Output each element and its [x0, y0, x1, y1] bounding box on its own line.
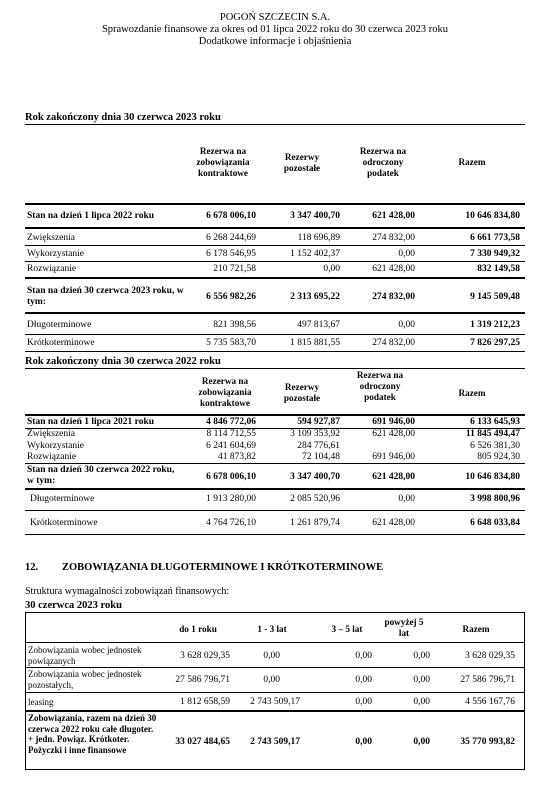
table-cell: 10 646 834,80: [465, 472, 520, 482]
table-cell: 1 815 881,55: [290, 338, 340, 348]
table-cell: 41 873,82: [218, 452, 256, 462]
col-3-5-years: 3 – 5 lat: [331, 624, 363, 634]
table-cell: 0,00: [355, 697, 372, 707]
table-row-label: Zobowiązania wobec jednostek powiązanych: [28, 645, 142, 666]
table-2022-title: Rok zakończony dnia 30 czerwca 2022 roku: [25, 356, 221, 367]
table-cell: 594 927,87: [297, 417, 340, 427]
table-cell: 0,00: [398, 249, 415, 259]
table-cell: 6 133 645,93: [470, 417, 520, 427]
table-cell: 621 428,00: [372, 518, 415, 528]
table-cell: 0,00: [263, 651, 280, 661]
col-contract-reserve: Rezerwa na zobowiązania kontraktowe: [198, 376, 252, 408]
table-cell: 0,00: [263, 675, 280, 685]
section-heading: ZOBOWIĄZANIA DŁUGOTERMINOWE I KRÓTKOTERMINOWE: [62, 562, 384, 573]
table-cell: 1 261 879,74: [290, 518, 340, 528]
table-cell: 6 526 381,30: [470, 441, 520, 451]
col-other-reserves: Rezerwy pozostałe: [283, 152, 321, 173]
table-cell: 3 347 400,70: [290, 472, 340, 482]
table-cell: 0,00: [413, 737, 430, 747]
table-cell: 6 661 773,58: [470, 233, 520, 243]
table-cell: 3 628 029,35: [180, 651, 230, 661]
table-cell: 27 586 796,71: [460, 675, 515, 685]
table-cell: 274 832,00: [372, 338, 415, 348]
table-cell: 621 428,00: [372, 472, 415, 482]
table-cell: 4 846 772,06: [206, 417, 256, 427]
table-cell: 3 109 353,92: [290, 429, 340, 439]
table-cell: 1 812 658,59: [180, 697, 230, 707]
table-row-label: Rozwiązanie: [27, 264, 77, 274]
table-row-label: Stan na dzień 1 lipca 2022 roku: [27, 211, 155, 221]
table-cell: 6 678 006,10: [206, 211, 256, 221]
table-cell: 6 556 982,26: [206, 292, 256, 302]
table-cell: 0,00: [323, 264, 340, 274]
table-cell: 4 764 726,10: [206, 518, 256, 528]
col-total: Razem: [462, 624, 490, 634]
table-cell: 0,00: [413, 675, 430, 685]
table-row-label: Stan na dzień 30 czerwca 2022 roku, w tym:: [27, 465, 175, 486]
table-row-label: leasing: [28, 697, 54, 707]
table-row-label: Stan na dzień 1 lipca 2021 roku: [27, 417, 155, 427]
table-cell: 0,00: [355, 737, 372, 747]
table-cell: 2 743 509,17: [250, 737, 300, 747]
company-name: POGOŃ SZCZECIN S.A.: [219, 12, 331, 23]
table-cell: 0,00: [398, 494, 415, 504]
table-row-label: Wykorzystanie: [27, 249, 84, 259]
col-up-to-1-year: do 1 roku: [179, 624, 217, 634]
section-subtitle: Dodatkowe informacje i objaśnienia: [198, 36, 352, 47]
table-cell: 7 826 297,25: [470, 338, 520, 348]
table-cell: 4 556 167,76: [465, 697, 515, 707]
table-cell: 8 114 712,55: [206, 429, 256, 439]
section-date: 30 czerwca 2023 roku: [25, 600, 122, 611]
table-cell: 0,00: [413, 651, 430, 661]
col-deferred-tax: Rezerwa na odroczony podatek: [356, 370, 404, 402]
table-cell: 10 646 834,80: [465, 211, 520, 221]
table-row-label: Zobowiązania, razem na dzień 30 czerwca 2022 roku całe długoter. + jedn. Powiąz. Krótkoter. Pożyczki i inne finansowe: [28, 713, 157, 755]
table-cell: 3 998 800,96: [470, 494, 520, 504]
table-row-label: Zobowiązania wobec jednostek pozostałych,: [28, 669, 142, 690]
section-number: 12.: [25, 562, 39, 573]
col-total: Razem: [458, 388, 486, 398]
table-cell: 72 104,48: [302, 452, 340, 462]
table-cell: 1 319 212,23: [470, 320, 520, 330]
table-row-label: Zwiększenia: [27, 429, 76, 439]
table-cell: 621 428,00: [372, 264, 415, 274]
table-row-label: Rozwiązanie: [27, 452, 77, 462]
table-row-label: Stan na dzień 30 czerwca 2023 roku, w tym:: [27, 286, 184, 307]
col-over-5-years: powyżej 5 lat: [384, 617, 424, 638]
table-cell: 691 946,00: [372, 452, 415, 462]
table-cell: 1 913 280,00: [206, 494, 256, 504]
table-cell: 0,00: [413, 697, 430, 707]
table-cell: 3 347 400,70: [290, 211, 340, 221]
table-cell: 5 735 583,70: [206, 338, 256, 348]
table-cell: 2 085 520,96: [290, 494, 340, 504]
table-cell: 6 241 604,69: [206, 441, 256, 451]
table-row-label: Wykorzystanie: [27, 441, 84, 451]
table-cell: 2 313 695,22: [290, 292, 340, 302]
table-cell: 210 721,58: [213, 264, 256, 274]
col-1-3-years: 1 - 3 lat: [257, 624, 287, 634]
table-row-label: Długoterminowe: [30, 494, 95, 504]
table-row-label: Krótkoterminowe: [27, 338, 95, 348]
table-row-label: Zwiększenia: [27, 233, 76, 243]
table-cell: 6 648 033,84: [470, 518, 520, 528]
table-cell: 118 696,89: [297, 233, 340, 243]
table-cell: 621 428,00: [372, 429, 415, 439]
table-cell: 821 398,56: [213, 320, 256, 330]
table-cell: 284 776,61: [297, 441, 340, 451]
table-cell: 832 149,58: [477, 264, 520, 274]
table-cell: 0,00: [355, 675, 372, 685]
col-contract-reserve: Rezerwa na zobowiązania kontraktowe: [196, 146, 250, 178]
table-cell: 0,00: [398, 320, 415, 330]
table-row-label: Krótkoterminowe: [30, 518, 98, 528]
report-title: Sprawozdanie finansowe za okres od 01 lipca 2022 roku do 30 czerwca 2023 roku: [101, 24, 449, 35]
table-cell: 1 152 402,37: [290, 249, 340, 259]
table-row-label: Długoterminowe: [27, 320, 92, 330]
table-cell: 6 178 546,95: [206, 249, 256, 259]
table-cell: 27 586 796,71: [175, 675, 230, 685]
col-total: Razem: [458, 157, 486, 167]
table-cell: 274 832,00: [372, 292, 415, 302]
table-cell: 33 027 484,65: [175, 737, 230, 747]
table-cell: 35 770 993,82: [460, 737, 515, 747]
section-intro: Struktura wymagalności zobowiązań finansowych:: [25, 586, 230, 597]
table-cell: 497 813,67: [297, 320, 340, 330]
table-cell: 7 330 949,32: [470, 249, 520, 259]
col-deferred-tax: Rezerwa na odroczony podatek: [359, 146, 407, 178]
table-cell: 2 743 509,17: [250, 697, 300, 707]
table-cell: 9 145 509,48: [470, 292, 520, 302]
table-cell: 691 946,00: [372, 417, 415, 427]
table-2023-title: Rok zakończony dnia 30 czerwca 2023 roku: [25, 112, 221, 123]
table-cell: 805 924,30: [477, 452, 520, 462]
table-cell: 3 628 029,35: [465, 651, 515, 661]
table-cell: 6 268 244,69: [206, 233, 256, 243]
table-cell: 0,00: [355, 651, 372, 661]
table-cell: 621 428,00: [372, 211, 415, 221]
table-cell: 11 845 494,47: [465, 429, 520, 439]
col-other-reserves: Rezerwy pozostałe: [283, 382, 321, 403]
table-cell: 274 832,00: [372, 233, 415, 243]
table-cell: 6 678 006,10: [206, 472, 256, 482]
